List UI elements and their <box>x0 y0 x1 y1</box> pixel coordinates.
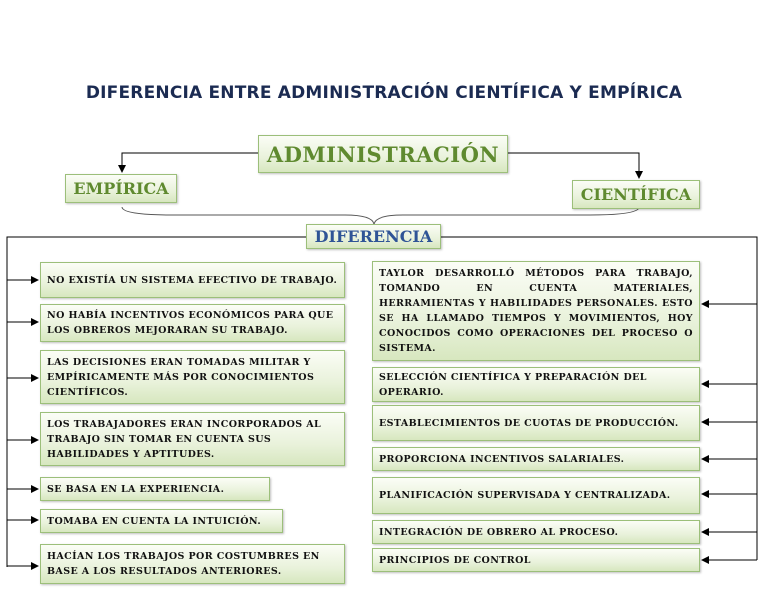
cientifica-item-5 <box>372 477 700 514</box>
cientifica-item-4-text: PROPORCIONA INCENTIVOS SALARIALES. <box>379 453 625 465</box>
branch-node-cientifica-label: CIENTÍFICA <box>580 185 692 204</box>
cientifica-item-1-text: TAYLOR DESARROLLÓ MÉTODOS PARA TRABAJO, TOMANDO EN CUENTA MATERIALES, HERRAMIENTAS Y HABILIDADES PERSONALES. ESTO SE HA LLAMADO TIEMPOS Y MOVIMIENTOS, HOY CONOCIDOS COMO OPERACIONES DEL PROCESO O SISTEMA. <box>379 268 693 354</box>
empirica-item-3-text: LAS DECISIONES ERAN TOMADAS MILITAR Y EMPÍRICAMENTE MÁS POR CONOCIMIENTOS CIENTÍFICOS. <box>47 356 315 398</box>
empirica-item-1-text: NO EXISTÍA UN SISTEMA EFECTIVO DE TRABAJO. <box>47 274 338 286</box>
root-node-administracion <box>258 135 508 173</box>
empirica-item-6-text: TOMABA EN CUENTA LA INTUICIÓN. <box>47 515 262 527</box>
empirica-item-5-text: SE BASA EN LA EXPERIENCIA. <box>47 483 225 495</box>
empirica-item-1 <box>40 262 345 298</box>
center-node-diferencia <box>306 224 441 249</box>
empirica-item-5 <box>40 477 270 501</box>
empirica-item-7 <box>40 544 345 584</box>
cientifica-item-4 <box>372 447 700 471</box>
cientifica-item-6-text: INTEGRACIÓN DE OBRERO AL PROCESO. <box>379 526 619 538</box>
cientifica-item-7-text: PRINCIPIOS DE CONTROL <box>379 554 531 566</box>
cientifica-item-5-text: PLANIFICACIÓN SUPERVISADA Y CENTRALIZADA. <box>379 490 671 501</box>
cientifica-item-1 <box>372 261 700 361</box>
empirica-item-7-text: HACÍAN LOS TRABAJOS POR COSTUMBRES EN BASE A LOS RESULTADOS ANTERIORES. <box>47 551 320 577</box>
empirica-item-4 <box>40 412 345 466</box>
cientifica-item-2-text: SELECCIÓN CIENTÍFICA Y PREPARACIÓN DEL OPERARIO. <box>379 371 647 398</box>
center-node-label: DIFERENCIA <box>314 227 433 246</box>
cientifica-item-6 <box>372 520 700 544</box>
empirica-item-4-text: LOS TRABAJADORES ERAN INCORPORADOS AL TRABAJO SIN TOMAR EN CUENTA SUS HABILIDADES Y APTITUDES. <box>47 418 322 460</box>
page-title: DIFERENCIA ENTRE ADMINISTRACIÓN CIENTÍFICA Y EMPÍRICA <box>85 83 683 103</box>
cientifica-item-3-text: ESTABLECIMIENTOS DE CUOTAS DE PRODUCCIÓN. <box>379 417 679 429</box>
empirica-item-2 <box>40 304 345 342</box>
empirica-item-3 <box>40 350 345 404</box>
root-node-label: ADMINISTRACIÓN <box>266 141 500 167</box>
cientifica-item-7 <box>372 548 700 572</box>
cientifica-item-3 <box>372 405 700 441</box>
empirica-item-2-text: NO HABÍA INCENTIVOS ECONÓMICOS PARA QUE LOS OBREROS MEJORARAN SU TRABAJO. <box>47 310 334 336</box>
branch-node-cientifica <box>572 180 700 209</box>
cientifica-item-2 <box>372 367 700 402</box>
branch-node-empirica <box>65 174 177 203</box>
branch-node-empirica-label: EMPÍRICA <box>73 179 169 198</box>
empirica-item-6 <box>40 509 283 533</box>
